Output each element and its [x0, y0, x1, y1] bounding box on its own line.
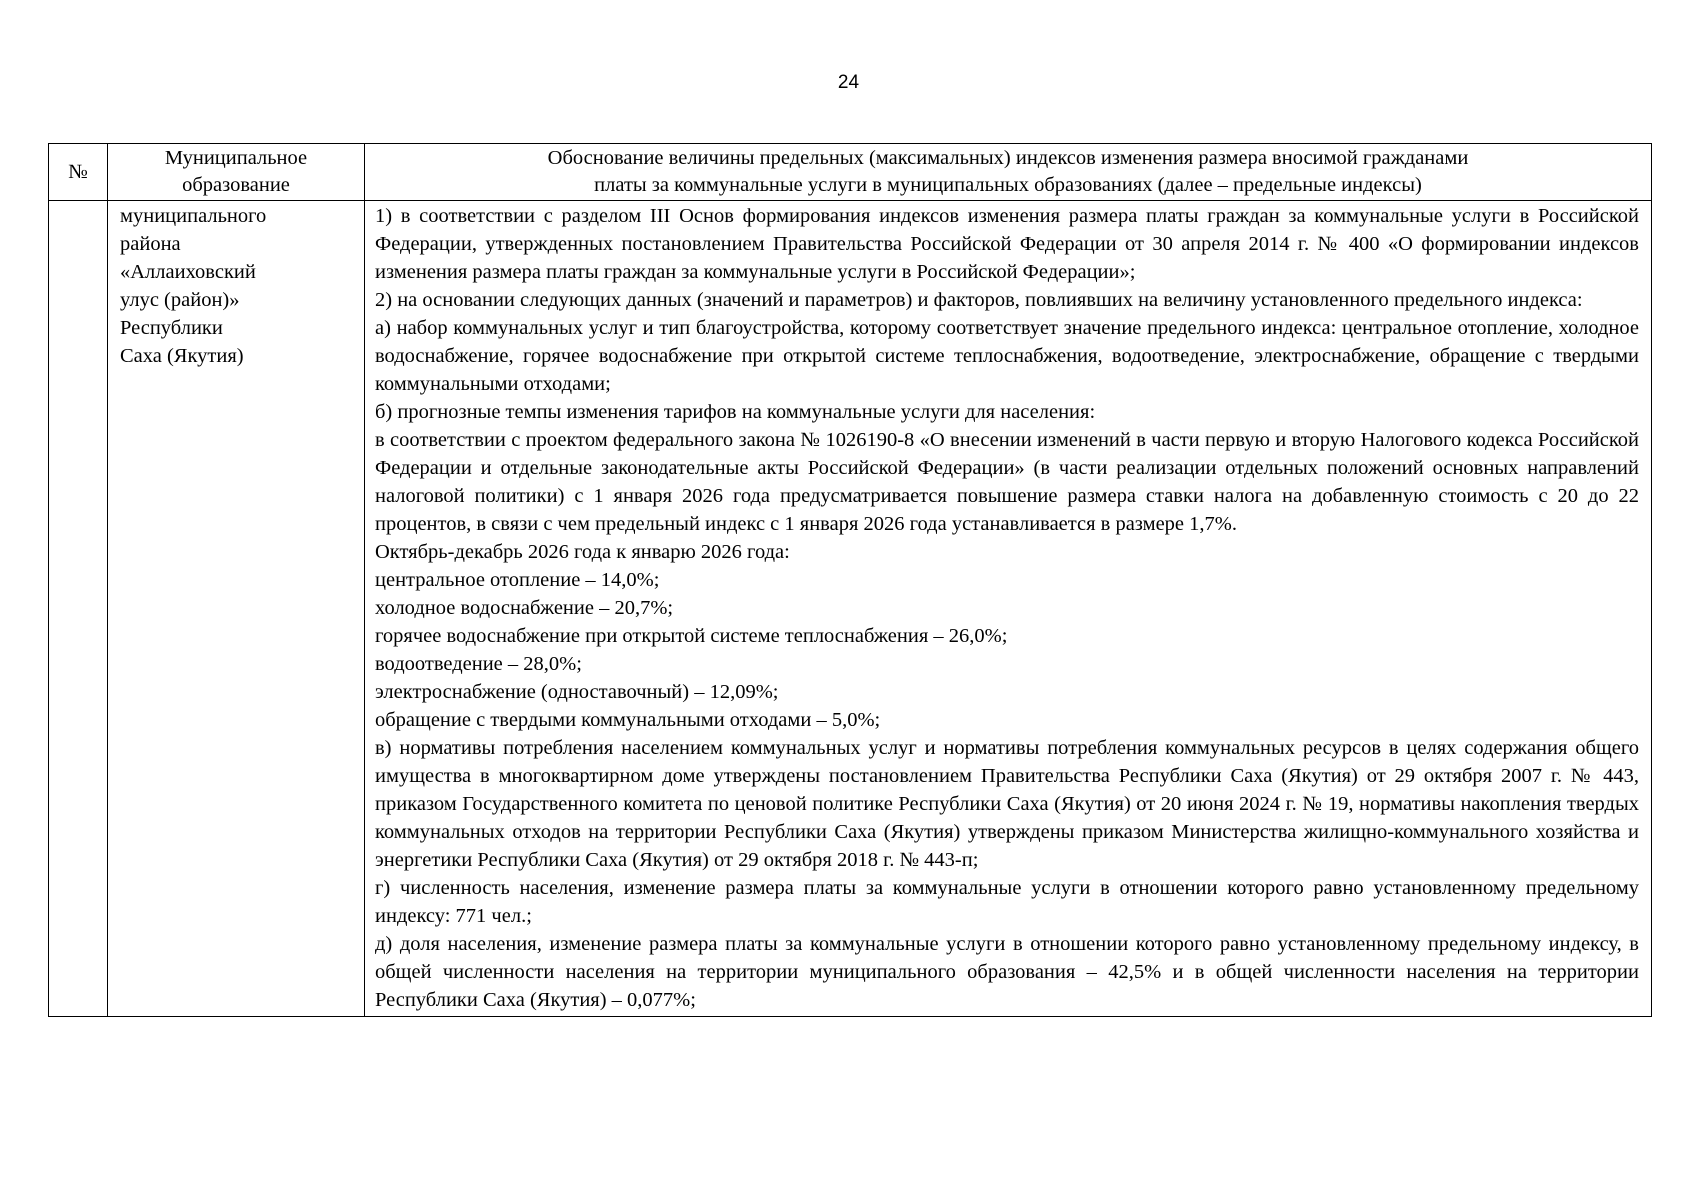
municipality-line: улус (район)» — [120, 289, 240, 311]
header-justification-line: платы за коммунальные услуги в муниципальных образованиях (далее – предельные индексы) — [594, 174, 1422, 196]
municipality-line: Саха (Якутия) — [120, 345, 244, 367]
justification-cell — [365, 201, 1652, 1017]
rate-heating: центральное отопление – 14,0%; — [375, 569, 660, 591]
page-number: 24 — [837, 72, 860, 93]
municipality-line: района — [120, 233, 181, 255]
header-municipality-line: образование — [182, 174, 290, 196]
table-header-row — [49, 144, 1652, 201]
row-number-cell — [49, 201, 108, 1017]
paragraph-period: Октябрь-декабрь 2026 года к январю 2026 года: — [375, 541, 790, 563]
header-municipality-line: Муниципальное — [164, 147, 308, 169]
municipality-line: «Аллаиховский — [120, 261, 256, 283]
header-number: № — [49, 144, 108, 201]
header-justification-line: Обоснование величины предельных (максимальных) индексов изменения размера вносимой гражданами — [547, 147, 1469, 169]
paragraph-tariff-forecast: б) прогнозные темпы изменения тарифов на коммунальные услуги для населения: — [375, 401, 1096, 423]
paragraph-consumption-norms: в) нормативы потребления населением коммунальных услуг и нормативы потребления коммунальных ресурсов в целях содержания общего имущества в многоквартирном доме утверждены постановлением Правительства Республики Саха (Якутия) от 29 октября 2007 г. № 443, приказом Государственного комитета по ценовой политике Республики Саха (Якутия) от 20 июня 2024 г. № 19, нормативы накопления твердых коммунальных отходов на территории Республики Саха (Якутия) утверждены приказом Министерства жилищно-коммунального хозяйства и энергетики Республики Саха (Якутия) от 29 октября 2018 г. № 443-п; — [375, 737, 1639, 871]
paragraph-population: г) численность населения, изменение размера платы за коммунальные услуги в отношении которого равно установленному предельному индексу: 771 чел.; — [375, 877, 1639, 927]
paragraph-services-set: а) набор коммунальных услуг и тип благоустройства, которому соответствует значение предельного индекса: центральное отопление, холодное водоснабжение, горячее водоснабжение при открытой системе теплоснабжения, водоотведение, электроснабжение, обращение с твердыми коммунальными отходами; — [375, 317, 1639, 395]
indices-table — [48, 143, 1652, 1017]
municipality-line: муниципального — [120, 205, 267, 227]
paragraph-factors: 2) на основании следующих данных (значений и параметров) и факторов, повлиявших на величину установленного предельного индекса: — [375, 289, 1583, 311]
header-municipality — [108, 144, 365, 201]
table-row — [49, 201, 1652, 1017]
municipality-cell — [108, 201, 365, 1017]
rate-sewerage: водоотведение – 28,0%; — [375, 653, 582, 675]
header-justification — [365, 144, 1652, 201]
paragraph-vat-law: в соответствии с проектом федерального закона № 1026190-8 «О внесении изменений в части первую и вторую Налогового кодекса Российской Федерации и отдельные законодательные акты Российской Федерации» (в части реализации отдельных положений основных направлений налоговой политики) с 1 января 2026 года предусматривается повышение размера ставки налога на добавленную стоимость с 20 до 22 процентов, в связи с чем предельный индекс с 1 января 2026 года устанавливается в размере 1,7%. — [375, 429, 1639, 535]
rate-solid-waste: обращение с твердыми коммунальными отходами – 5,0%; — [375, 709, 881, 731]
rate-electricity: электроснабжение (одноставочный) – 12,09%; — [375, 681, 779, 703]
paragraph-population-share: д) доля населения, изменение размера платы за коммунальные услуги в отношении которого равно установленному предельному индексу, в общей численности населения на территории муниципального образования – 42,5% и в общей численности населения на территории Республики Саха (Якутия) – 0,077%; — [375, 933, 1639, 1011]
municipality-line: Республики — [120, 317, 223, 339]
rate-cold-water: холодное водоснабжение – 20,7%; — [375, 597, 674, 619]
rate-hot-water: горячее водоснабжение при открытой системе теплоснабжения – 26,0%; — [375, 625, 1008, 647]
paragraph-legal-basis: 1) в соответствии с разделом III Основ формирования индексов изменения размера платы граждан за коммунальные услуги в Российской Федерации, утвержденных постановлением Правительства Российской Федерации от 30 апреля 2014 г. № 400 «О формировании индексов изменения размера платы граждан за коммунальные услуги в Российской Федерации»; — [375, 205, 1639, 283]
